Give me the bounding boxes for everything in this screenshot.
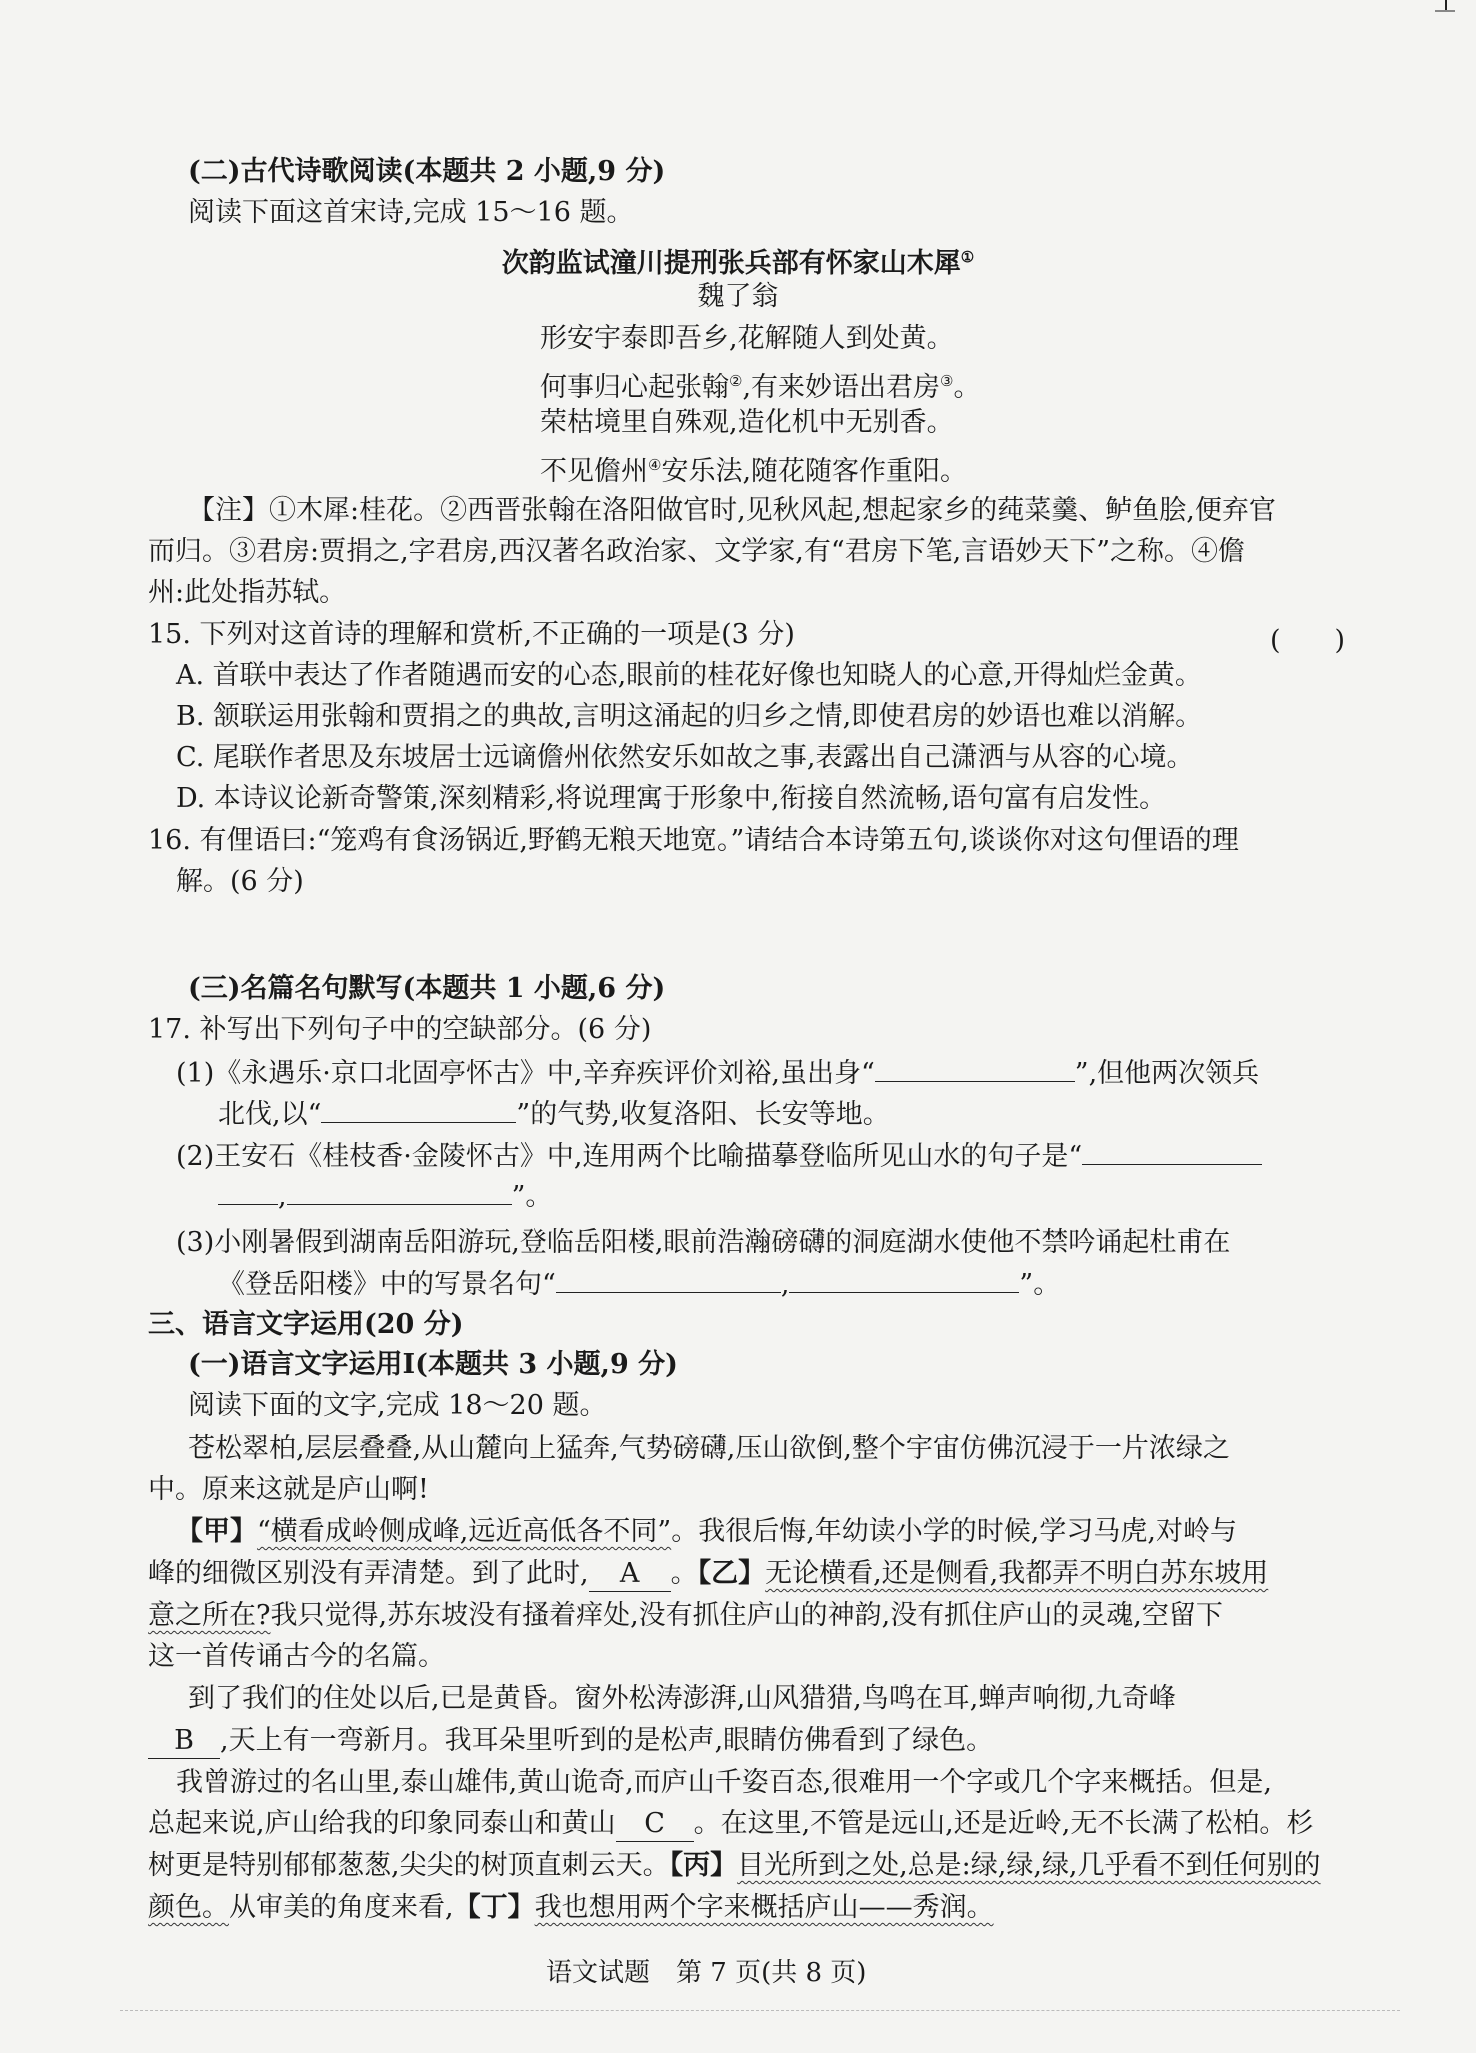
text-part: 我只觉得,苏东坡没有搔着痒处,没有抓住庐山的神韵,没有抓住庐山的灵魂,空留下 — [270, 1600, 1223, 1631]
passage-line: 到了我们的住处以后,已是黄昏。窗外松涛澎湃,山风猎猎,鸟鸣在耳,蝉声响彻,九奇峰 — [188, 1683, 1176, 1714]
question-17-part1 — [176, 1057, 1259, 1091]
passage-line: 我曾游过的名山里,泰山雄伟,黄山诡奇,而庐山千姿百态,很难用一个字或几个字来概括。但是, — [176, 1767, 1272, 1798]
annotation-line: 而归。③君房:贾捐之,字君房,西汉著名政治家、文学家,有“君房下笔,言语妙天下”之称。④儋 — [148, 536, 1246, 567]
text-part: 。 — [670, 1558, 698, 1589]
section-heading: (一)语言文字运用Ⅰ(本题共 3 小题,9 分) — [188, 1349, 678, 1380]
poem-line — [540, 448, 967, 489]
answer-blank[interactable] — [321, 1098, 516, 1123]
poem-line-part: 不见儋州 — [540, 456, 648, 487]
option-b: B. 颔联运用张翰和贾捐之的典故,言明这涌起的归乡之情,即使君房的妙语也难以消解。 — [176, 701, 1203, 732]
question-16-stem-cont: 解。(6 分) — [176, 866, 304, 897]
blank-a[interactable]: A — [589, 1557, 671, 1592]
passage-line — [148, 1891, 994, 1925]
text-part: 。我很后悔,年幼读小学的时候,学习马虎,对岭与 — [671, 1516, 1237, 1547]
underlined-sentence: 目光所到之处,总是:绿,绿,绿,几乎看不到任何别的 — [737, 1850, 1321, 1881]
page-corner-mark — [1435, 10, 1455, 12]
footnote-marker: ③ — [940, 372, 954, 390]
poem-line-part: 安乐法,随花随客作重阳。 — [661, 456, 968, 487]
annotation-line: 州:此处指苏轼。 — [148, 577, 347, 608]
question-15-stem: 15. 下列对这首诗的理解和赏析,不正确的一项是(3 分) — [148, 619, 795, 650]
underlined-sentence: 无论横看,还是侧看,我都弄不明白苏东坡用 — [765, 1558, 1269, 1589]
passage-line — [148, 1807, 1313, 1842]
page-footer: 语文试题 第 7 页(共 8 页) — [546, 1958, 867, 1988]
section-heading: (二)古代诗歌阅读(本题共 2 小题,9 分) — [188, 156, 666, 187]
answer-blank[interactable] — [556, 1268, 781, 1293]
passage-line — [176, 1515, 1237, 1549]
text-part: , — [780, 1269, 790, 1300]
answer-paren[interactable]: ( ) — [1270, 625, 1346, 656]
passage-line — [148, 1724, 993, 1759]
underlined-quote: “横看成岭侧成峰,远近高低各不同” — [257, 1516, 672, 1547]
text-part: ,天上有一弯新月。我耳朵里听到的是松声,眼睛仿佛看到了绿色。 — [220, 1725, 994, 1756]
passage-line: 苍松翠柏,层层叠叠,从山麓向上猛奔,气势磅礴,压山欲倒,整个宇宙仿佛沉浸于一片浓绿之 — [188, 1433, 1230, 1464]
text-part: 树更是特别郁郁葱葱,尖尖的树顶直刺云天。 — [148, 1850, 670, 1881]
passage-line: 中。原来这就是庐山啊! — [148, 1474, 429, 1505]
text-part: 《登岳阳楼》中的写景名句“ — [218, 1269, 556, 1300]
text-part: 。在这里,不管是远山,还是近岭,无不长满了松柏。杉 — [693, 1808, 1314, 1839]
option-c: C. 尾联作者思及东坡居士远谪儋州依然安乐如故之事,表露出自己潇洒与从容的心境。 — [176, 742, 1194, 773]
passage-line — [148, 1849, 1321, 1883]
question-17-stem: 17. 补写出下列句子中的空缺部分。(6 分) — [148, 1014, 652, 1045]
poem-line-part: ,有来妙语出君房 — [742, 372, 941, 403]
part-heading: 三、语言文字运用(20 分) — [148, 1309, 464, 1340]
poem-line: 荣枯境里自殊观,造化机中无别香。 — [540, 407, 954, 438]
section-heading: (三)名篇名句默写(本题共 1 小题,6 分) — [188, 973, 666, 1004]
passage-line: 这一首传诵古今的名篇。 — [148, 1641, 445, 1672]
poem-line-part: 何事归心起张翰 — [540, 372, 729, 403]
footer-divider — [120, 2010, 1400, 2011]
footnote-marker: ② — [729, 372, 743, 390]
question-16-stem: 16. 有俚语曰:“笼鸡有食汤锅近,野鹤无粮天地宽。”请结合本诗第五句,谈谈你对这句俚语的理 — [148, 825, 1239, 856]
answer-blank[interactable] — [875, 1057, 1075, 1082]
poem-title-text: 次韵监试潼川提刑张兵部有怀家山木犀 — [501, 248, 961, 279]
poem-line — [540, 364, 981, 405]
marker-ding: 【丁】 — [453, 1892, 535, 1923]
question-17-part2 — [176, 1140, 1262, 1174]
question-17-part3-cont — [218, 1268, 1060, 1302]
answer-blank[interactable] — [789, 1268, 1019, 1293]
text-part: ”的气势,收复洛阳、长安等地。 — [516, 1099, 890, 1130]
text-part: 峰的细微区别没有弄清楚。到了此时, — [148, 1558, 589, 1589]
text-part: , — [278, 1181, 287, 1212]
question-17-part3: (3)小刚暑假到湖南岳阳游玩,登临岳阳楼,眼前浩瀚磅礴的洞庭湖水使他不禁吟诵起杜甫在 — [176, 1227, 1231, 1258]
annotation-line: 【注】①木犀:桂花。②西晋张翰在洛阳做官时,见秋风起,想起家乡的莼菜羹、鲈鱼脍,便弃官 — [188, 495, 1276, 526]
answer-blank[interactable] — [287, 1180, 512, 1205]
passage-line — [148, 1599, 1223, 1633]
marker-yi: 【乙】 — [697, 1558, 766, 1589]
option-d: D. 本诗议论新奇警策,深刻精彩,将说理寓于形象中,衔接自然流畅,语句富有启发性。 — [176, 783, 1167, 814]
text-part: ”,但他两次领兵 — [1074, 1058, 1260, 1089]
text-part: 总起来说,庐山给我的印象同泰山和黄山 — [148, 1808, 616, 1839]
answer-blank[interactable] — [1082, 1140, 1262, 1165]
blank-b[interactable]: B — [148, 1724, 220, 1759]
poem-author: 魏了翁 — [697, 281, 779, 312]
text-part: ”。 — [511, 1181, 553, 1212]
passage-line — [148, 1557, 1268, 1592]
question-17-part1-cont — [218, 1098, 890, 1132]
text-part: 从审美的角度来看, — [229, 1892, 454, 1923]
underlined-sentence: 颜色。 — [148, 1892, 229, 1923]
poem-line: 形安宇泰即吾乡,花解随人到处黄。 — [540, 323, 954, 354]
marker-jia: 【甲】 — [176, 1516, 257, 1547]
text-part: 北伐,以“ — [218, 1099, 322, 1130]
question-17-part2-cont — [218, 1180, 552, 1214]
text-part: ”。 — [1019, 1269, 1061, 1300]
underlined-sentence: 我也想用两个字来概括庐山——秀润。 — [534, 1892, 994, 1923]
poem-title — [0, 240, 1476, 281]
option-a: A. 首联中表达了作者随遇而安的心态,眼前的桂花好像也知晓人的心意,开得灿烂金黄。 — [176, 660, 1202, 691]
text-part: (2)王安石《桂枝香·金陵怀古》中,连用两个比喻描摹登临所见山水的句子是“ — [176, 1141, 1083, 1172]
underlined-sentence: 意之所在? — [148, 1600, 271, 1631]
answer-blank[interactable] — [218, 1180, 278, 1205]
blank-c[interactable]: C — [616, 1807, 694, 1842]
text-part: (1)《永遇乐·京口北固亭怀古》中,辛弃疾评价刘裕,虽出身“ — [176, 1058, 875, 1089]
footnote-marker: ④ — [648, 456, 662, 474]
section-instruction: 阅读下面的文字,完成 18～20 题。 — [188, 1390, 607, 1421]
footnote-marker: ① — [960, 248, 975, 266]
poem-line-part: 。 — [953, 372, 981, 403]
marker-bing: 【丙】 — [669, 1850, 738, 1881]
section-instruction: 阅读下面这首宋诗,完成 15～16 题。 — [188, 197, 634, 228]
